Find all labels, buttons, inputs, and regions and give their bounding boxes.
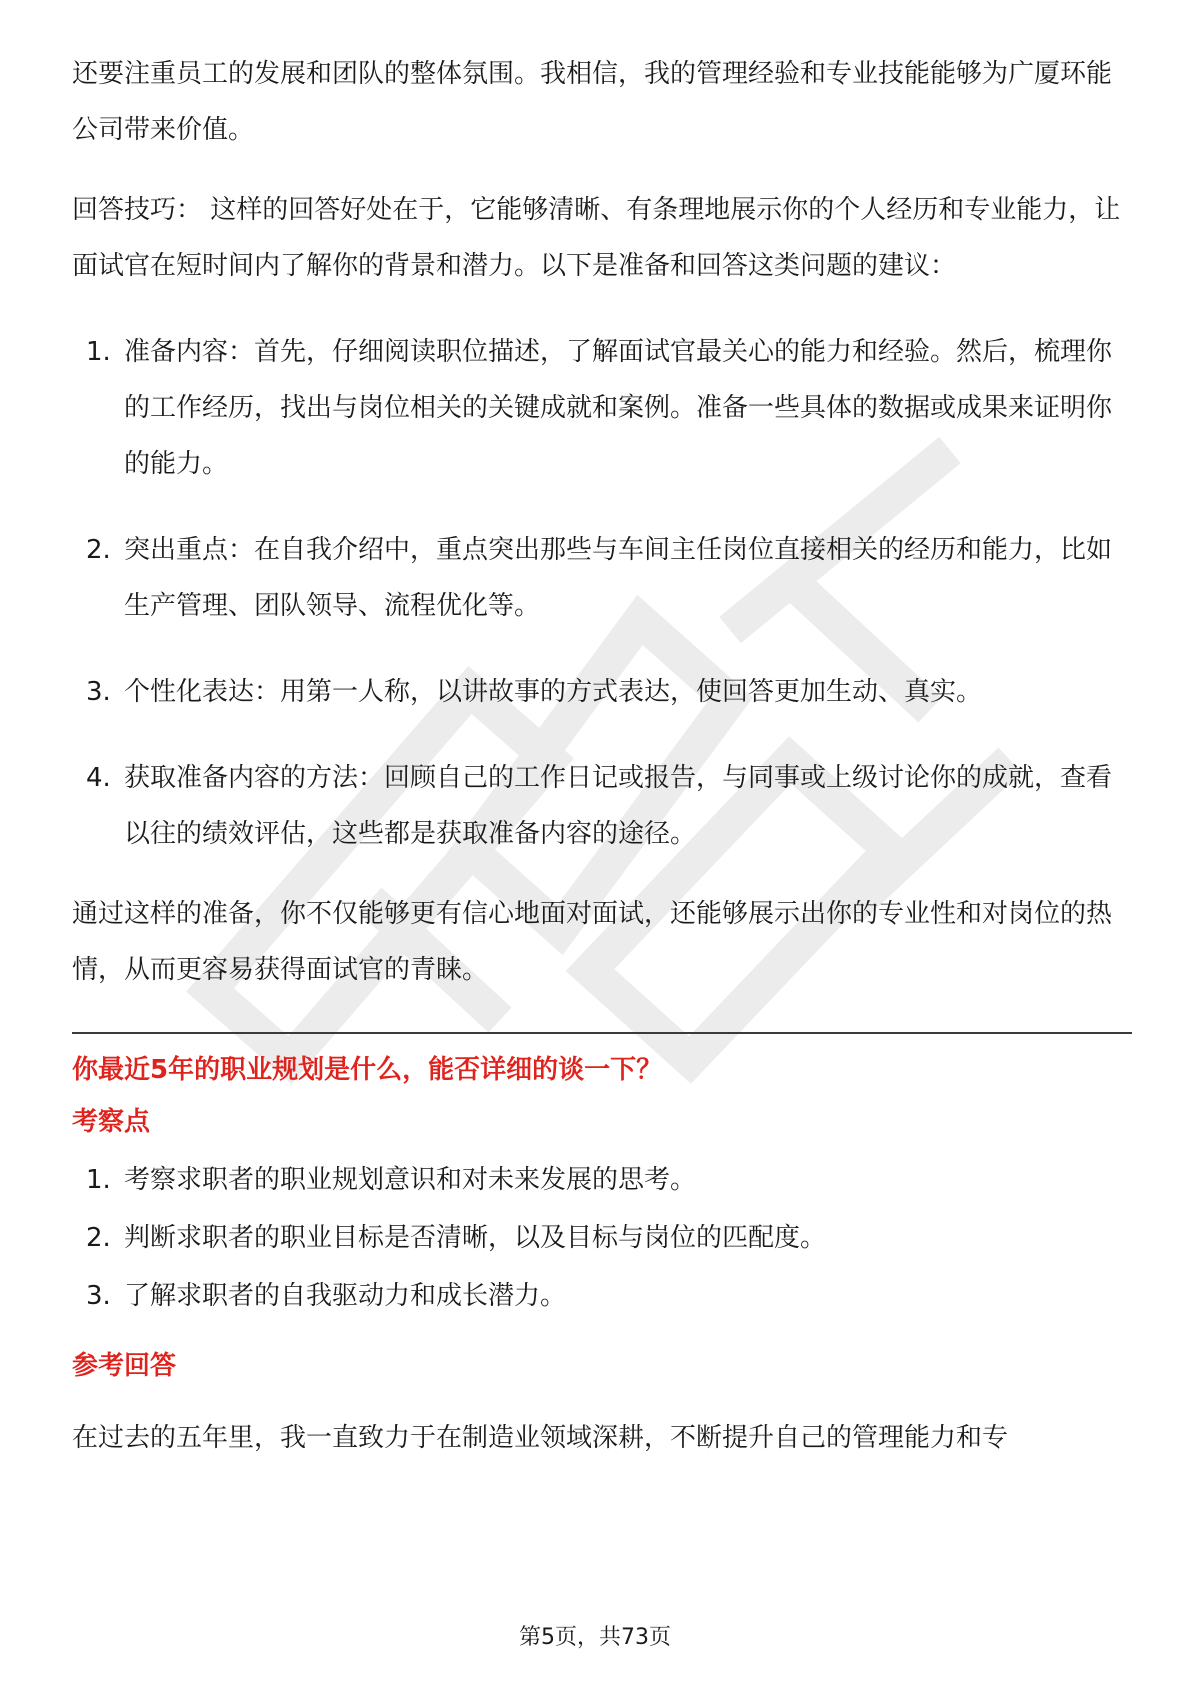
list-number: 4. [86, 763, 111, 793]
list-item-text: 突出重点：在自我介绍中，重点突出那些与车间主任岗位直接相关的经历和能力，比如生产管理、团队领导、流程优化等。 [124, 535, 1113, 621]
list-item-text: 判断求职者的职业目标是否清晰，以及目标与岗位的匹配度。 [124, 1223, 827, 1253]
section-heading-assessment: 考察点 [72, 1107, 151, 1137]
answer-tips-paragraph: 回答技巧： 这样的回答好处在于，它能够清晰、有条理地展示你的个人经历和专业能力，让面试官在短时间内了解你的背景和潜力。以下是准备和回答这类问题的建议： [72, 195, 1121, 281]
list-item-text: 个性化表达：用第一人称，以讲故事的方式表达，使回答更加生动、真实。 [124, 677, 983, 707]
list-number: 2. [86, 535, 111, 565]
list-item [72, 324, 1132, 492]
list-item [72, 1160, 1132, 1200]
list-number: 1. [86, 337, 111, 367]
question-title: 你最近5年的职业规划是什么，能否详细的谈一下？ [72, 1055, 663, 1085]
section-divider [72, 1032, 1132, 1034]
list-item-text: 获取准备内容的方法：回顾自己的工作日记或报告，与同事或上级讨论你的成就，查看以往的绩效评估，这些都是获取准备内容的途径。 [124, 763, 1113, 849]
list-item-text: 了解求职者的自我驱动力和成长潜力。 [124, 1281, 567, 1311]
list-number: 3. [86, 1281, 111, 1311]
list-item [72, 522, 1132, 634]
list-number: 3. [86, 677, 111, 707]
reference-answer-paragraph: 在过去的五年里，我一直致力于在制造业领域深耕，不断提升自己的管理能力和专 [72, 1423, 1009, 1453]
list-item [72, 1276, 1132, 1316]
list-number: 1. [86, 1165, 111, 1195]
list-item-text: 考察求职者的职业规划意识和对未来发展的思考。 [124, 1165, 697, 1195]
assessment-points-list [72, 1160, 1132, 1316]
conclusion-paragraph: 通过这样的准备，你不仅能够更有信心地面对面试，还能够展示出你的专业性和对岗位的热情，从而更容易获得面试官的青睐。 [72, 899, 1113, 985]
tips-list [72, 324, 1132, 862]
list-item [72, 750, 1132, 862]
section-heading-reference-answer: 参考回答 [72, 1351, 177, 1381]
page-number: 第5页，共73页 [519, 1625, 671, 1650]
list-item [72, 664, 1132, 720]
main-content [72, 46, 1132, 1466]
intro-paragraph: 还要注重员工的发展和团队的整体氛围。我相信，我的管理经验和专业技能能够为广厦环能公司带来价值。 [72, 59, 1113, 145]
list-item [72, 1218, 1132, 1258]
list-number: 2. [86, 1223, 111, 1253]
list-item-text: 准备内容：首先，仔细阅读职位描述，了解面试官最关心的能力和经验。然后，梳理你的工作经历，找出与岗位相关的关键成就和案例。准备一些具体的数据或成果来证明你的能力。 [124, 337, 1113, 479]
